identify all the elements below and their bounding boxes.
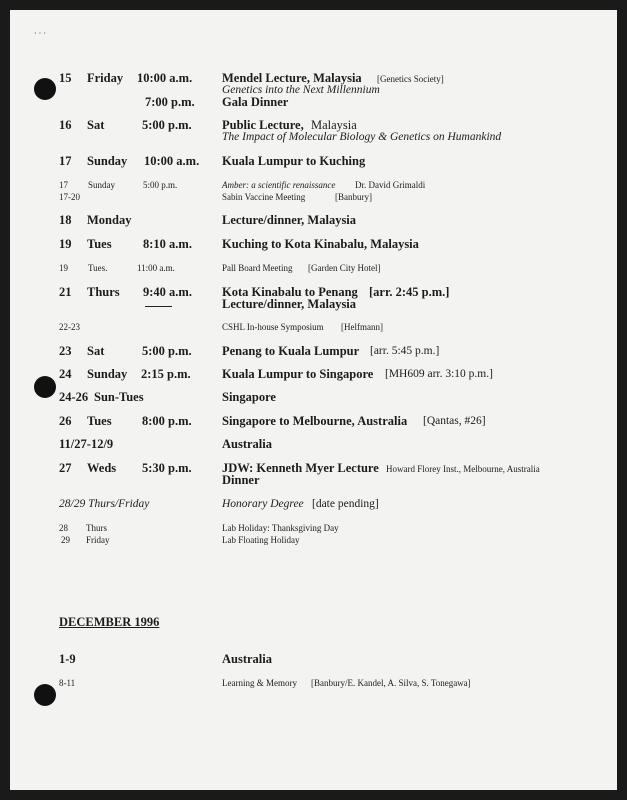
binder-hole <box>34 376 56 398</box>
event-note: [Qantas, #26] <box>423 415 486 427</box>
time: 5:30 p.m. <box>142 461 192 475</box>
day: Weds <box>87 461 117 475</box>
date: 17 <box>59 154 72 168</box>
date: 19 <box>59 263 68 273</box>
time: 8:10 a.m. <box>143 237 192 251</box>
date: 27 <box>59 461 72 475</box>
event: CSHL In-house Symposium <box>222 322 324 332</box>
time: 7:00 p.m. <box>145 95 195 109</box>
event: Amber: a scientific renaissance <box>222 180 336 190</box>
event-note: [Garden City Hotel] <box>308 263 381 273</box>
date: 18 <box>59 213 72 227</box>
event: JDW: Kenneth Myer Lecture <box>222 461 379 475</box>
stray-marks: · · · <box>34 29 46 38</box>
section-heading: DECEMBER 1996 <box>59 615 160 629</box>
time: 8:00 p.m. <box>142 414 192 428</box>
event: Kuching to Kota Kinabalu, Malaysia <box>222 237 419 251</box>
date: 19 <box>59 237 72 251</box>
date: 29 <box>61 535 70 545</box>
event: Honorary Degree <box>222 498 304 510</box>
day: Friday <box>86 535 110 545</box>
event: Dinner <box>222 473 260 487</box>
day: Monday <box>87 213 132 227</box>
event-subtitle: The Impact of Molecular Biology & Genetics on Humankind <box>222 131 502 143</box>
date: 22-23 <box>59 322 80 332</box>
date: 23 <box>59 344 72 358</box>
event: Singapore to Melbourne, Australia <box>222 414 408 428</box>
event: Australia <box>222 652 272 666</box>
event: Penang to Kuala Lumpur <box>222 344 360 358</box>
day: Tues <box>87 414 112 428</box>
date: 17 <box>59 180 68 190</box>
day: Sun-Tues <box>94 390 144 404</box>
event-note: [Banbury] <box>335 192 372 202</box>
event: Pall Board Meeting <box>222 263 293 273</box>
day: Sat <box>87 118 105 132</box>
date: 26 <box>59 414 72 428</box>
event-note: [MH609 arr. 3:10 p.m.] <box>385 368 493 380</box>
time: 5:00 p.m. <box>143 180 178 190</box>
time: 10:00 a.m. <box>137 71 193 85</box>
time: 2:15 p.m. <box>141 367 191 381</box>
event: Lecture/dinner, Malaysia <box>222 213 357 227</box>
date: 1-9 <box>59 652 76 666</box>
day: Sunday <box>87 367 128 381</box>
event: Sabin Vaccine Meeting <box>222 192 306 202</box>
event: Gala Dinner <box>222 95 289 109</box>
day: Thurs <box>86 523 107 533</box>
event: Kuala Lumpur to Kuching <box>222 154 366 168</box>
event-note: [Banbury/E. Kandel, A. Silva, S. Tonegawa] <box>311 678 471 688</box>
event-subtitle: Genetics into the Next Millennium <box>222 84 380 96</box>
event-location: Malaysia <box>311 118 357 132</box>
event: Lab Floating Holiday <box>222 535 300 545</box>
event: Lab Holiday: Thanksgiving Day <box>222 523 339 533</box>
event-note: [Genetics Society] <box>377 74 444 84</box>
event-note: Dr. David Grimaldi <box>355 180 426 190</box>
date: 8-11 <box>59 678 76 688</box>
date: 16 <box>59 118 72 132</box>
event-note: [arr. 5:45 p.m.] <box>370 345 440 357</box>
binder-hole <box>34 78 56 100</box>
event-note: [Helfmann] <box>341 322 383 332</box>
date: 28 <box>59 523 68 533</box>
event: Kota Kinabalu to Penang <box>222 285 358 299</box>
event: Learning & Memory <box>222 678 297 688</box>
event: Singapore <box>222 390 276 404</box>
day: Sunday <box>88 180 115 190</box>
day: Tues <box>87 237 112 251</box>
event: Public Lecture, <box>222 118 304 132</box>
time: 9:40 a.m. <box>143 285 192 299</box>
date: 15 <box>59 71 72 85</box>
day: Sunday <box>87 154 128 168</box>
event-note: [arr. 2:45 p.m.] <box>369 285 450 299</box>
divider-line <box>145 306 172 307</box>
event: Australia <box>222 437 272 451</box>
event: Mendel Lecture, Malaysia <box>222 71 362 85</box>
event: Kuala Lumpur to Singapore <box>222 367 374 381</box>
date: 11/27-12/9 <box>59 437 114 451</box>
binder-hole <box>34 684 56 706</box>
event: Lecture/dinner, Malaysia <box>222 297 357 311</box>
time: 5:00 p.m. <box>142 344 192 358</box>
time: 11:00 a.m. <box>137 263 175 273</box>
date: 28/29 Thurs/Friday <box>59 498 150 510</box>
event-note: [date pending] <box>312 498 379 510</box>
time: 10:00 a.m. <box>144 154 200 168</box>
day: Thurs <box>87 285 120 299</box>
time: 5:00 p.m. <box>142 118 192 132</box>
date: 24-26 <box>59 390 89 404</box>
day: Tues. <box>88 263 108 273</box>
day: Sat <box>87 344 105 358</box>
day: Friday <box>87 71 124 85</box>
event-note: Howard Florey Inst., Melbourne, Australia <box>386 464 540 474</box>
date: 21 <box>59 285 72 299</box>
date: 17-20 <box>59 192 80 202</box>
date: 24 <box>59 367 72 381</box>
